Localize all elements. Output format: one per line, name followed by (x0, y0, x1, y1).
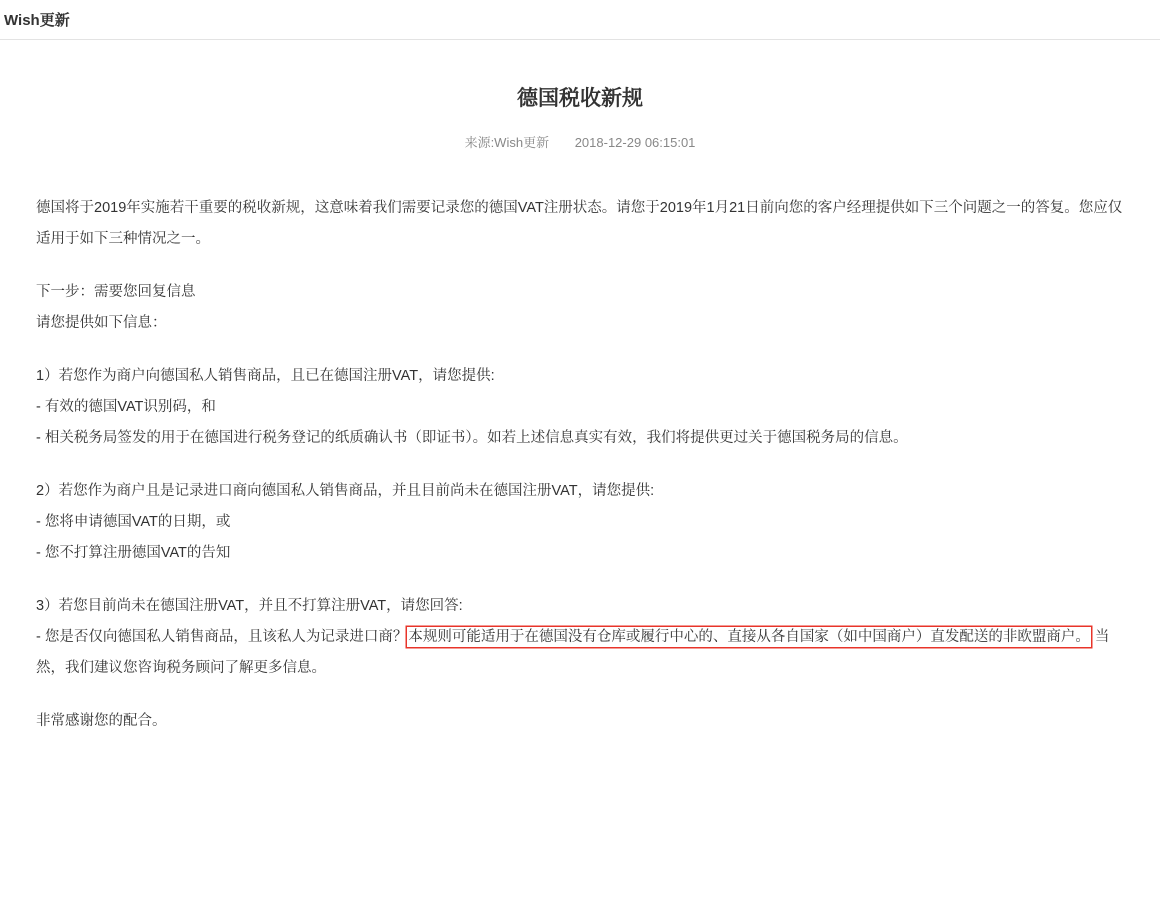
paragraph-next-step (36, 277, 1124, 339)
top-header-bar (0, 0, 1160, 40)
item1-title: 1）若您作为商户向德国私人销售商品，且已在德国注册VAT，请您提供: (36, 368, 495, 384)
article-container (0, 82, 1160, 737)
item1-bullet-1: - 有效的德国VAT识别码，和 (36, 399, 216, 415)
item2-title: 2）若您作为商户且是记录进口商向德国私人销售商品，并且目前尚未在德国注册VAT，请您提供: (36, 483, 655, 499)
highlighted-rule-text: 本规则可能适用于在德国没有仓库或履行中心的、直接从各自国家（如中国商户）直发配送的非欧盟商户。 (408, 629, 1090, 645)
next-step-sub: 请您提供如下信息： (36, 315, 167, 331)
item3-title: 3）若您目前尚未在德国注册VAT，并且不打算注册VAT，请您回答: (36, 598, 463, 614)
paragraph-item-2 (36, 476, 1124, 569)
item3-bullet-1-advice: 当然，我们建议您咨询税务顾问了解更多信息。 (36, 629, 1110, 676)
item3-bullet-1 (36, 622, 1124, 684)
item3-bullet-1-question: - 您是否仅向德国私人销售商品，且该私人为记录进口商？ (36, 629, 408, 645)
paragraph-item-1 (36, 361, 1124, 454)
site-title: Wish更新 (4, 12, 70, 29)
paragraph-closing: 非常感谢您的配合。 (36, 713, 167, 729)
article-source: 来源:Wish更新 (464, 135, 550, 150)
article-timestamp: 2018-12-29 06:15:01 (574, 135, 696, 150)
next-step-title: 下一步：需要您回复信息 (36, 284, 196, 300)
item2-bullet-1: - 您将申请德国VAT的日期，或 (36, 514, 231, 530)
paragraph-item-3 (36, 591, 1124, 684)
item2-bullet-2: - 您不打算注册德国VAT的告知 (36, 545, 231, 561)
article-meta (36, 132, 1124, 151)
paragraph-intro: 德国将于2019年实施若干重要的税收新规，这意味着我们需要记录您的德国VAT注册状态。请您于2019年1月21日前向您的客户经理提供如下三个问题之一的答复。您应仅适用于如下三种情况之一。 (36, 200, 1123, 247)
article-title: 德国税收新规 (517, 87, 643, 110)
item1-bullet-2: - 相关税务局签发的用于在德国进行税务登记的纸质确认书（即证书）。如若上述信息真实有效，我们将提供更过关于德国税务局的信息。 (36, 430, 908, 446)
article-body (36, 193, 1124, 737)
